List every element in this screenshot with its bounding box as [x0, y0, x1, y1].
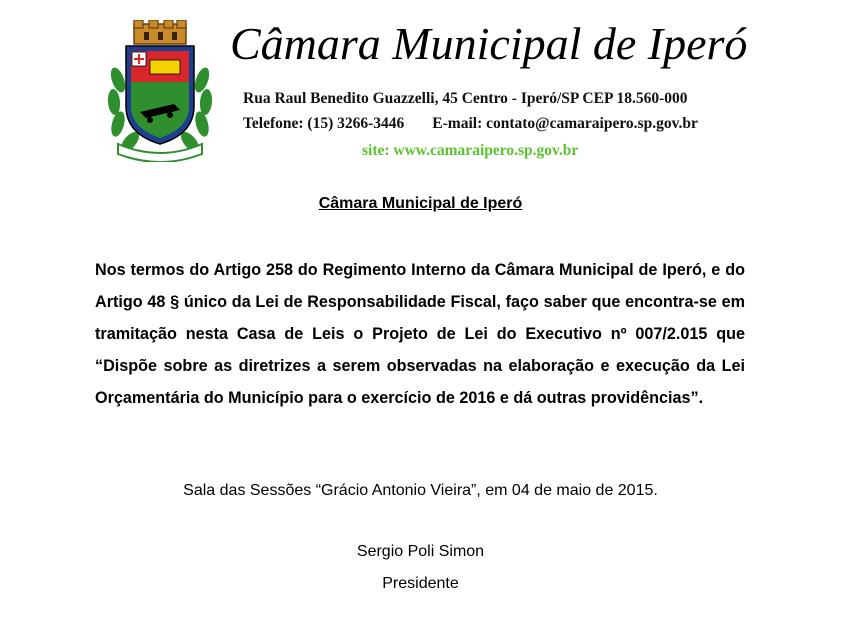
closing-line: Sala das Sessões “Grácio Antonio Vieira”, em 04 de maio de 2015. [183, 482, 658, 499]
org-phone: Telefone: (15) 3266-3446 [243, 115, 405, 132]
mural-crown [134, 20, 186, 44]
org-website[interactable]: site: www.camaraipero.sp.gov.br [362, 142, 579, 159]
signer-name: Sergio Poli Simon [356, 543, 485, 560]
document-title: Câmara Municipal de Iperó [318, 195, 523, 212]
org-name-heading: Câmara Municipal de Iperó [230, 18, 748, 69]
signer-role: Presidente [382, 575, 459, 592]
document-body: Nos termos do Artigo 258 do Regimento Interno da Câmara Municipal de Iperó, e do Artigo 48 § único da Lei de Responsabilidade Fiscal, faço saber que encontra-se em tramitação nesta Casa de Leis o Projeto de Lei do Executivo nº 007/2.015 que “Dispõe sobre as diretrizes a serem observadas na elaboração e execução da Lei Orçamentária do Município para o exercício de 2016 e dá outras providências”. [95, 261, 745, 407]
contact-line [243, 114, 698, 134]
org-address: Rua Raul Benedito Guazzelli, 45 Centro - Iperó/SP CEP 18.560-000 [243, 90, 688, 107]
org-email[interactable]: E-mail: contato@camaraipero.sp.gov.br [432, 115, 698, 132]
shield [126, 46, 194, 144]
municipal-crest-logo [104, 20, 216, 162]
